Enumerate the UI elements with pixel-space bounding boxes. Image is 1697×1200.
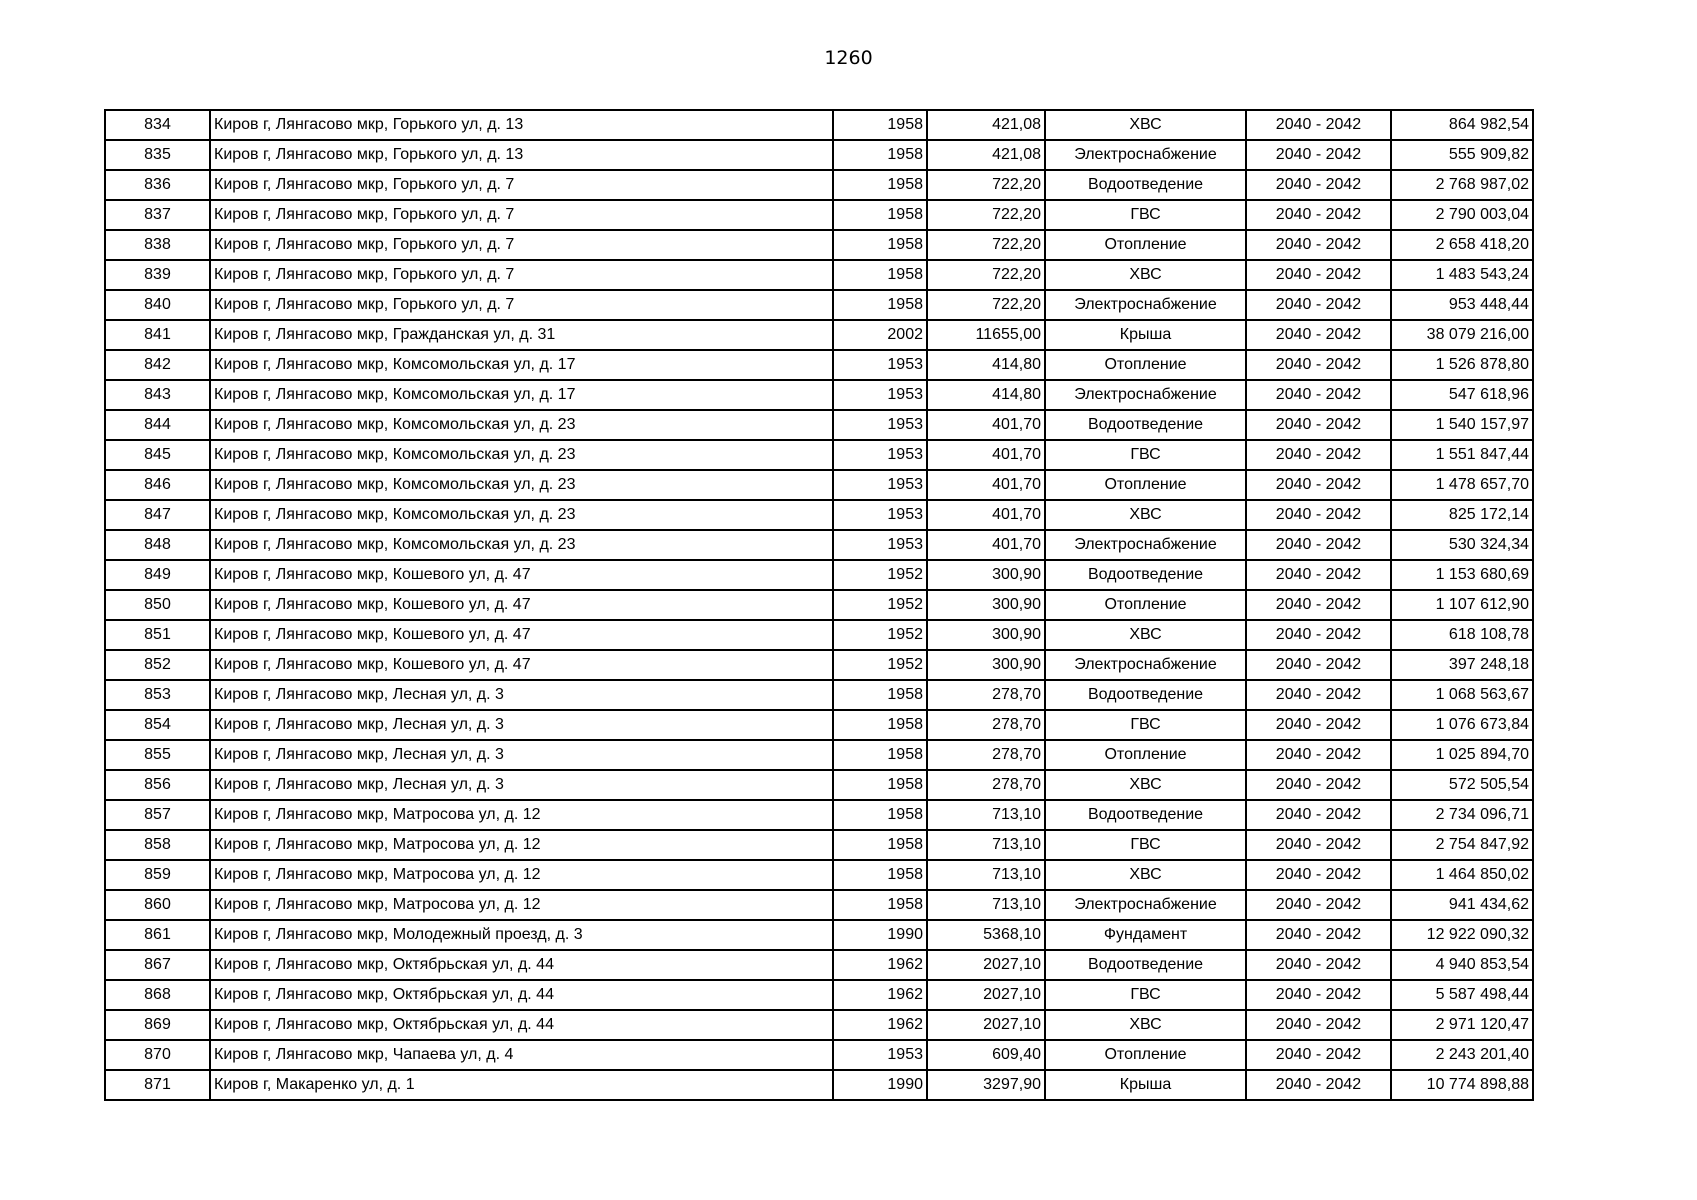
area-cell: 609,40 — [927, 1040, 1045, 1070]
table-row — [105, 650, 1533, 680]
year-built-cell: 1958 — [833, 830, 927, 860]
address-cell: Киров г, Лянгасово мкр, Комсомольская ул, д. 17 — [210, 350, 833, 380]
address-cell: Киров г, Лянгасово мкр, Лесная ул, д. 3 — [210, 740, 833, 770]
row-number-cell: 835 — [105, 140, 210, 170]
work-type-cell: Отопление — [1045, 230, 1246, 260]
area-cell: 722,20 — [927, 290, 1045, 320]
area-cell: 722,20 — [927, 200, 1045, 230]
row-number-cell: 850 — [105, 590, 210, 620]
row-number-cell: 871 — [105, 1070, 210, 1100]
year-built-cell: 1952 — [833, 590, 927, 620]
area-cell: 713,10 — [927, 860, 1045, 890]
table-row — [105, 230, 1533, 260]
year-built-cell: 1958 — [833, 740, 927, 770]
period-cell: 2040 - 2042 — [1246, 230, 1391, 260]
address-cell: Киров г, Лянгасово мкр, Октябрьская ул, д. 44 — [210, 980, 833, 1010]
table-row — [105, 530, 1533, 560]
work-type-cell: Отопление — [1045, 740, 1246, 770]
row-number-cell: 858 — [105, 830, 210, 860]
cost-cell: 2 790 003,04 — [1391, 200, 1533, 230]
address-cell: Киров г, Лянгасово мкр, Кошевого ул, д. 47 — [210, 620, 833, 650]
period-cell: 2040 - 2042 — [1246, 1070, 1391, 1100]
year-built-cell: 1958 — [833, 800, 927, 830]
year-built-cell: 1952 — [833, 560, 927, 590]
table-row — [105, 110, 1533, 140]
address-cell: Киров г, Лянгасово мкр, Октябрьская ул, д. 44 — [210, 1010, 833, 1040]
row-number-cell: 840 — [105, 290, 210, 320]
work-type-cell: Крыша — [1045, 320, 1246, 350]
period-cell: 2040 - 2042 — [1246, 1040, 1391, 1070]
table-row — [105, 590, 1533, 620]
area-cell: 300,90 — [927, 650, 1045, 680]
cost-cell: 530 324,34 — [1391, 530, 1533, 560]
address-cell: Киров г, Лянгасово мкр, Горького ул, д. 13 — [210, 110, 833, 140]
table-row — [105, 260, 1533, 290]
work-type-cell: ХВС — [1045, 110, 1246, 140]
table-row — [105, 560, 1533, 590]
work-type-cell: Электроснабжение — [1045, 650, 1246, 680]
table-row — [105, 410, 1533, 440]
cost-cell: 1 153 680,69 — [1391, 560, 1533, 590]
work-type-cell: Отопление — [1045, 470, 1246, 500]
area-cell: 5368,10 — [927, 920, 1045, 950]
address-cell: Киров г, Лянгасово мкр, Горького ул, д. 7 — [210, 290, 833, 320]
year-built-cell: 1990 — [833, 1070, 927, 1100]
address-cell: Киров г, Макаренко ул, д. 1 — [210, 1070, 833, 1100]
year-built-cell: 1953 — [833, 470, 927, 500]
row-number-cell: 837 — [105, 200, 210, 230]
table-body — [105, 110, 1533, 1100]
cost-cell: 618 108,78 — [1391, 620, 1533, 650]
period-cell: 2040 - 2042 — [1246, 1010, 1391, 1040]
row-number-cell: 846 — [105, 470, 210, 500]
work-type-cell: Отопление — [1045, 350, 1246, 380]
year-built-cell: 1958 — [833, 170, 927, 200]
cost-cell: 864 982,54 — [1391, 110, 1533, 140]
year-built-cell: 1952 — [833, 650, 927, 680]
cost-cell: 1 076 673,84 — [1391, 710, 1533, 740]
period-cell: 2040 - 2042 — [1246, 440, 1391, 470]
row-number-cell: 854 — [105, 710, 210, 740]
table-row — [105, 710, 1533, 740]
row-number-cell: 844 — [105, 410, 210, 440]
cost-cell: 572 505,54 — [1391, 770, 1533, 800]
cost-cell: 5 587 498,44 — [1391, 980, 1533, 1010]
period-cell: 2040 - 2042 — [1246, 770, 1391, 800]
address-cell: Киров г, Лянгасово мкр, Комсомольская ул, д. 23 — [210, 410, 833, 440]
row-number-cell: 839 — [105, 260, 210, 290]
table-row — [105, 1040, 1533, 1070]
area-cell: 414,80 — [927, 380, 1045, 410]
area-cell: 3297,90 — [927, 1070, 1045, 1100]
area-cell: 300,90 — [927, 560, 1045, 590]
work-type-cell: Водоотведение — [1045, 560, 1246, 590]
row-number-cell: 856 — [105, 770, 210, 800]
address-cell: Киров г, Лянгасово мкр, Матросова ул, д. 12 — [210, 860, 833, 890]
cost-cell: 2 734 096,71 — [1391, 800, 1533, 830]
year-built-cell: 1953 — [833, 440, 927, 470]
area-cell: 278,70 — [927, 740, 1045, 770]
area-cell: 401,70 — [927, 500, 1045, 530]
table-row — [105, 350, 1533, 380]
cost-cell: 555 909,82 — [1391, 140, 1533, 170]
area-cell: 421,08 — [927, 140, 1045, 170]
cost-cell: 1 551 847,44 — [1391, 440, 1533, 470]
area-cell: 300,90 — [927, 620, 1045, 650]
year-built-cell: 1962 — [833, 1010, 927, 1040]
period-cell: 2040 - 2042 — [1246, 950, 1391, 980]
year-built-cell: 1958 — [833, 290, 927, 320]
table-row — [105, 170, 1533, 200]
work-type-cell: Водоотведение — [1045, 170, 1246, 200]
area-cell: 278,70 — [927, 680, 1045, 710]
page-number: 1260 — [824, 47, 873, 69]
table-row — [105, 200, 1533, 230]
table-row — [105, 800, 1533, 830]
period-cell: 2040 - 2042 — [1246, 350, 1391, 380]
cost-cell: 1 526 878,80 — [1391, 350, 1533, 380]
year-built-cell: 1962 — [833, 950, 927, 980]
table-row — [105, 920, 1533, 950]
area-cell: 713,10 — [927, 890, 1045, 920]
year-built-cell: 1958 — [833, 890, 927, 920]
cost-cell: 2 768 987,02 — [1391, 170, 1533, 200]
cost-cell: 12 922 090,32 — [1391, 920, 1533, 950]
period-cell: 2040 - 2042 — [1246, 410, 1391, 440]
work-type-cell: Электроснабжение — [1045, 290, 1246, 320]
work-type-cell: Электроснабжение — [1045, 140, 1246, 170]
repair-schedule-table — [104, 109, 1534, 1101]
table-row — [105, 830, 1533, 860]
area-cell: 713,10 — [927, 830, 1045, 860]
year-built-cell: 1958 — [833, 260, 927, 290]
period-cell: 2040 - 2042 — [1246, 140, 1391, 170]
table-row — [105, 770, 1533, 800]
work-type-cell: ХВС — [1045, 260, 1246, 290]
cost-cell: 1 025 894,70 — [1391, 740, 1533, 770]
table-row — [105, 500, 1533, 530]
period-cell: 2040 - 2042 — [1246, 290, 1391, 320]
address-cell: Киров г, Лянгасово мкр, Комсомольская ул, д. 17 — [210, 380, 833, 410]
table-row — [105, 890, 1533, 920]
area-cell: 421,08 — [927, 110, 1045, 140]
address-cell: Киров г, Лянгасово мкр, Горького ул, д. 13 — [210, 140, 833, 170]
row-number-cell: 868 — [105, 980, 210, 1010]
year-built-cell: 1953 — [833, 530, 927, 560]
work-type-cell: ХВС — [1045, 1010, 1246, 1040]
work-type-cell: Электроснабжение — [1045, 530, 1246, 560]
period-cell: 2040 - 2042 — [1246, 680, 1391, 710]
table-row — [105, 380, 1533, 410]
work-type-cell: Электроснабжение — [1045, 890, 1246, 920]
work-type-cell: Фундамент — [1045, 920, 1246, 950]
cost-cell: 38 079 216,00 — [1391, 320, 1533, 350]
period-cell: 2040 - 2042 — [1246, 170, 1391, 200]
year-built-cell: 1958 — [833, 110, 927, 140]
work-type-cell: Отопление — [1045, 590, 1246, 620]
cost-cell: 2 243 201,40 — [1391, 1040, 1533, 1070]
cost-cell: 2 754 847,92 — [1391, 830, 1533, 860]
period-cell: 2040 - 2042 — [1246, 830, 1391, 860]
address-cell: Киров г, Лянгасово мкр, Комсомольская ул, д. 23 — [210, 440, 833, 470]
row-number-cell: 869 — [105, 1010, 210, 1040]
area-cell: 2027,10 — [927, 950, 1045, 980]
period-cell: 2040 - 2042 — [1246, 260, 1391, 290]
row-number-cell: 860 — [105, 890, 210, 920]
area-cell: 278,70 — [927, 770, 1045, 800]
work-type-cell: Водоотведение — [1045, 410, 1246, 440]
row-number-cell: 841 — [105, 320, 210, 350]
address-cell: Киров г, Лянгасово мкр, Лесная ул, д. 3 — [210, 680, 833, 710]
area-cell: 11655,00 — [927, 320, 1045, 350]
address-cell: Киров г, Лянгасово мкр, Матросова ул, д. 12 — [210, 830, 833, 860]
period-cell: 2040 - 2042 — [1246, 650, 1391, 680]
address-cell: Киров г, Лянгасово мкр, Лесная ул, д. 3 — [210, 770, 833, 800]
area-cell: 414,80 — [927, 350, 1045, 380]
work-type-cell: ГВС — [1045, 980, 1246, 1010]
cost-cell: 1 483 543,24 — [1391, 260, 1533, 290]
address-cell: Киров г, Лянгасово мкр, Матросова ул, д. 12 — [210, 890, 833, 920]
area-cell: 713,10 — [927, 800, 1045, 830]
table-row — [105, 140, 1533, 170]
address-cell: Киров г, Лянгасово мкр, Кошевого ул, д. 47 — [210, 560, 833, 590]
period-cell: 2040 - 2042 — [1246, 740, 1391, 770]
row-number-cell: 852 — [105, 650, 210, 680]
address-cell: Киров г, Лянгасово мкр, Молодежный проезд, д. 3 — [210, 920, 833, 950]
area-cell: 401,70 — [927, 410, 1045, 440]
address-cell: Киров г, Лянгасово мкр, Матросова ул, д. 12 — [210, 800, 833, 830]
row-number-cell: 838 — [105, 230, 210, 260]
address-cell: Киров г, Лянгасово мкр, Горького ул, д. 7 — [210, 170, 833, 200]
row-number-cell: 867 — [105, 950, 210, 980]
address-cell: Киров г, Лянгасово мкр, Кошевого ул, д. 47 — [210, 650, 833, 680]
period-cell: 2040 - 2042 — [1246, 860, 1391, 890]
period-cell: 2040 - 2042 — [1246, 890, 1391, 920]
work-type-cell: Водоотведение — [1045, 950, 1246, 980]
cost-cell: 953 448,44 — [1391, 290, 1533, 320]
year-built-cell: 1953 — [833, 380, 927, 410]
year-built-cell: 1958 — [833, 230, 927, 260]
period-cell: 2040 - 2042 — [1246, 800, 1391, 830]
cost-cell: 1 540 157,97 — [1391, 410, 1533, 440]
area-cell: 278,70 — [927, 710, 1045, 740]
address-cell: Киров г, Лянгасово мкр, Комсомольская ул, д. 23 — [210, 530, 833, 560]
work-type-cell: Водоотведение — [1045, 800, 1246, 830]
year-built-cell: 1953 — [833, 500, 927, 530]
row-number-cell: 857 — [105, 800, 210, 830]
row-number-cell: 834 — [105, 110, 210, 140]
area-cell: 722,20 — [927, 170, 1045, 200]
table-row — [105, 290, 1533, 320]
year-built-cell: 1962 — [833, 980, 927, 1010]
table-row — [105, 620, 1533, 650]
area-cell: 401,70 — [927, 470, 1045, 500]
work-type-cell: Электроснабжение — [1045, 380, 1246, 410]
table-row — [105, 470, 1533, 500]
work-type-cell: ГВС — [1045, 710, 1246, 740]
work-type-cell: ХВС — [1045, 620, 1246, 650]
work-type-cell: Отопление — [1045, 1040, 1246, 1070]
row-number-cell: 855 — [105, 740, 210, 770]
row-number-cell: 859 — [105, 860, 210, 890]
year-built-cell: 1958 — [833, 770, 927, 800]
work-type-cell: ГВС — [1045, 440, 1246, 470]
area-cell: 300,90 — [927, 590, 1045, 620]
period-cell: 2040 - 2042 — [1246, 500, 1391, 530]
year-built-cell: 1953 — [833, 1040, 927, 1070]
row-number-cell: 861 — [105, 920, 210, 950]
work-type-cell: ХВС — [1045, 770, 1246, 800]
period-cell: 2040 - 2042 — [1246, 710, 1391, 740]
table-row — [105, 860, 1533, 890]
row-number-cell: 836 — [105, 170, 210, 200]
address-cell: Киров г, Лянгасово мкр, Кошевого ул, д. 47 — [210, 590, 833, 620]
cost-cell: 10 774 898,88 — [1391, 1070, 1533, 1100]
table-row — [105, 320, 1533, 350]
year-built-cell: 2002 — [833, 320, 927, 350]
year-built-cell: 1958 — [833, 710, 927, 740]
period-cell: 2040 - 2042 — [1246, 380, 1391, 410]
table-row — [105, 950, 1533, 980]
period-cell: 2040 - 2042 — [1246, 470, 1391, 500]
address-cell: Киров г, Лянгасово мкр, Горького ул, д. 7 — [210, 200, 833, 230]
address-cell: Киров г, Лянгасово мкр, Комсомольская ул, д. 23 — [210, 500, 833, 530]
period-cell: 2040 - 2042 — [1246, 620, 1391, 650]
period-cell: 2040 - 2042 — [1246, 590, 1391, 620]
area-cell: 722,20 — [927, 230, 1045, 260]
area-cell: 2027,10 — [927, 1010, 1045, 1040]
area-cell: 401,70 — [927, 440, 1045, 470]
year-built-cell: 1952 — [833, 620, 927, 650]
area-cell: 401,70 — [927, 530, 1045, 560]
address-cell: Киров г, Лянгасово мкр, Горького ул, д. 7 — [210, 230, 833, 260]
period-cell: 2040 - 2042 — [1246, 200, 1391, 230]
year-built-cell: 1958 — [833, 140, 927, 170]
period-cell: 2040 - 2042 — [1246, 560, 1391, 590]
table-row — [105, 980, 1533, 1010]
row-number-cell: 842 — [105, 350, 210, 380]
period-cell: 2040 - 2042 — [1246, 920, 1391, 950]
cost-cell: 2 971 120,47 — [1391, 1010, 1533, 1040]
row-number-cell: 851 — [105, 620, 210, 650]
row-number-cell: 853 — [105, 680, 210, 710]
year-built-cell: 1953 — [833, 410, 927, 440]
table-row — [105, 680, 1533, 710]
row-number-cell: 849 — [105, 560, 210, 590]
address-cell: Киров г, Лянгасово мкр, Гражданская ул, д. 31 — [210, 320, 833, 350]
address-cell: Киров г, Лянгасово мкр, Октябрьская ул, д. 44 — [210, 950, 833, 980]
work-type-cell: ГВС — [1045, 200, 1246, 230]
period-cell: 2040 - 2042 — [1246, 110, 1391, 140]
cost-cell: 1 068 563,67 — [1391, 680, 1533, 710]
cost-cell: 547 618,96 — [1391, 380, 1533, 410]
table-row — [105, 1010, 1533, 1040]
year-built-cell: 1990 — [833, 920, 927, 950]
work-type-cell: ГВС — [1045, 830, 1246, 860]
cost-cell: 825 172,14 — [1391, 500, 1533, 530]
cost-cell: 1 478 657,70 — [1391, 470, 1533, 500]
address-cell: Киров г, Лянгасово мкр, Лесная ул, д. 3 — [210, 710, 833, 740]
area-cell: 722,20 — [927, 260, 1045, 290]
year-built-cell: 1958 — [833, 860, 927, 890]
row-number-cell: 870 — [105, 1040, 210, 1070]
table-row — [105, 1070, 1533, 1100]
table-row — [105, 740, 1533, 770]
address-cell: Киров г, Лянгасово мкр, Чапаева ул, д. 4 — [210, 1040, 833, 1070]
period-cell: 2040 - 2042 — [1246, 320, 1391, 350]
year-built-cell: 1953 — [833, 350, 927, 380]
area-cell: 2027,10 — [927, 980, 1045, 1010]
row-number-cell: 847 — [105, 500, 210, 530]
cost-cell: 397 248,18 — [1391, 650, 1533, 680]
cost-cell: 4 940 853,54 — [1391, 950, 1533, 980]
period-cell: 2040 - 2042 — [1246, 530, 1391, 560]
work-type-cell: Водоотведение — [1045, 680, 1246, 710]
year-built-cell: 1958 — [833, 200, 927, 230]
cost-cell: 1 107 612,90 — [1391, 590, 1533, 620]
cost-cell: 941 434,62 — [1391, 890, 1533, 920]
cost-cell: 1 464 850,02 — [1391, 860, 1533, 890]
address-cell: Киров г, Лянгасово мкр, Комсомольская ул, д. 23 — [210, 470, 833, 500]
address-cell: Киров г, Лянгасово мкр, Горького ул, д. 7 — [210, 260, 833, 290]
row-number-cell: 845 — [105, 440, 210, 470]
row-number-cell: 848 — [105, 530, 210, 560]
table-row — [105, 440, 1533, 470]
work-type-cell: Крыша — [1045, 1070, 1246, 1100]
cost-cell: 2 658 418,20 — [1391, 230, 1533, 260]
row-number-cell: 843 — [105, 380, 210, 410]
work-type-cell: ХВС — [1045, 500, 1246, 530]
work-type-cell: ХВС — [1045, 860, 1246, 890]
year-built-cell: 1958 — [833, 680, 927, 710]
period-cell: 2040 - 2042 — [1246, 980, 1391, 1010]
